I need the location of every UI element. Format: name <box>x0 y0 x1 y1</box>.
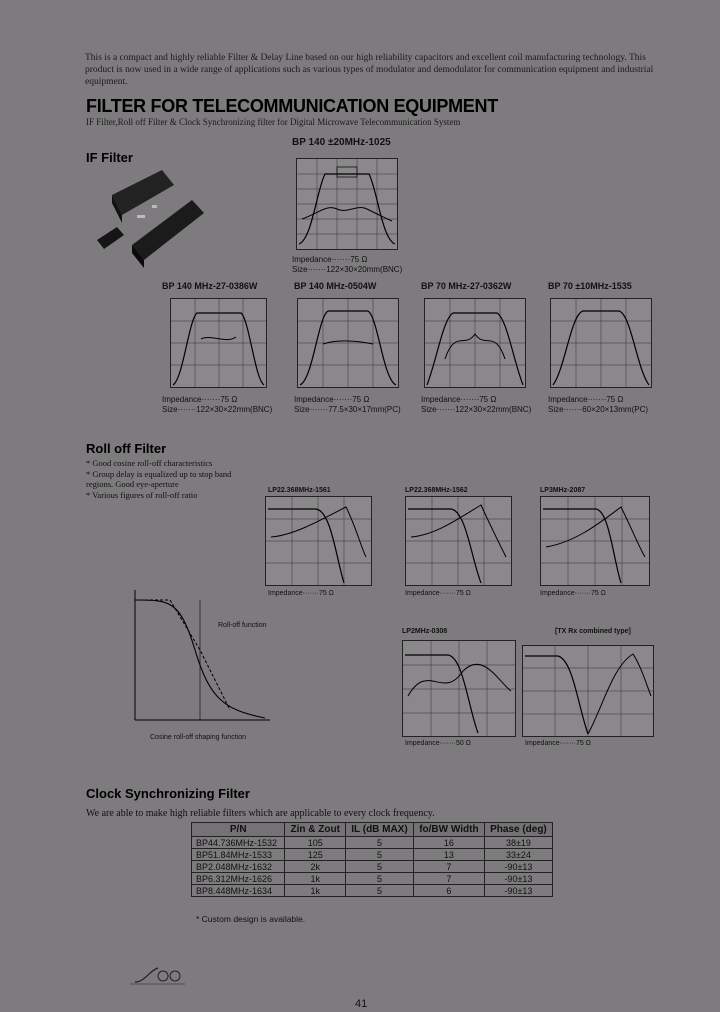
table-row <box>192 873 553 885</box>
table-cell: BP44.736MHz-1532 <box>192 837 285 849</box>
table-cell: 105 <box>285 837 346 849</box>
col-header: Zin & Zout <box>285 823 346 837</box>
if-filter-title: IF Filter <box>86 150 133 165</box>
main-graph-title: BP 140 ±20MHz-1025 <box>292 137 391 148</box>
table-cell: 1k <box>285 885 346 897</box>
main-graph-impedance: Impedance·······75 Ω <box>292 255 368 264</box>
table-cell: 5 <box>346 861 414 873</box>
roll-off-graph-2-title: LP22.368MHz-1562 <box>405 487 468 494</box>
if-filter-photo <box>92 165 212 280</box>
if-graph-2 <box>297 298 399 388</box>
roll-off-graph-2-impedance: Impedance·······75 Ω <box>405 590 471 597</box>
table-row <box>192 861 553 873</box>
bullet-item: * Various figures of roll-off ratio <box>86 489 198 500</box>
table-cell: 5 <box>346 873 414 885</box>
roll-off-graph-4 <box>402 640 516 737</box>
table-cell: 5 <box>346 837 414 849</box>
if-graph-1 <box>170 298 267 388</box>
roll-off-graph-5-title: [TX Rx combined type] <box>555 628 631 635</box>
roll-off-bullets <box>86 458 231 500</box>
if-graph-2-size: Size·······77.5×30×17mm(PC) <box>294 405 401 414</box>
table-cell: -90±13 <box>484 873 552 885</box>
main-graph-size: Size·······122×30×20mm(BNC) <box>292 265 403 274</box>
table-cell: 5 <box>346 885 414 897</box>
main-graph <box>296 158 398 250</box>
table-cell: 2k <box>285 861 346 873</box>
roll-off-graph-3 <box>540 496 650 586</box>
table-row <box>192 849 553 861</box>
if-graph-1-title: BP 140 MHz-27-0386W <box>162 281 258 291</box>
clock-filter-table <box>191 822 553 897</box>
table-cell: 5 <box>346 849 414 861</box>
if-graph-3-impedance: Impedance·······75 Ω <box>421 395 497 404</box>
if-graph-3 <box>424 298 526 388</box>
page-number: 41 <box>355 998 368 1010</box>
if-graph-4-impedance: Impedance·······75 Ω <box>548 395 624 404</box>
if-graph-1-size: Size·······122×30×22mm(BNC) <box>162 405 273 414</box>
if-graph-1-impedance: Impedance·······75 Ω <box>162 395 238 404</box>
clock-filter-desc: We are able to make high reliable filters which are applicable to every clock frequency. <box>86 808 435 819</box>
table-cell: 13 <box>413 849 484 861</box>
table-cell: 6 <box>413 885 484 897</box>
if-graph-3-title: BP 70 MHz-27-0362W <box>421 281 512 291</box>
roll-off-graph-5-impedance: Impedance·······75 Ω <box>525 740 591 747</box>
if-graph-2-impedance: Impedance·······75 Ω <box>294 395 370 404</box>
bullet-item: regions. Good eye-aperture <box>86 479 179 489</box>
if-graph-4-size: Size·······60×20×13mm(PC) <box>548 405 649 414</box>
if-graph-4-title: BP 70 ±10MHz-1535 <box>548 281 632 291</box>
table-row <box>192 885 553 897</box>
roll-off-graph-3-title: LP3MHz-2087 <box>540 487 586 494</box>
bullet-item: * Good cosine roll-off characteristics <box>86 458 213 468</box>
table-cell: -90±13 <box>484 861 552 873</box>
roll-off-graph-5 <box>522 645 654 737</box>
roll-off-diagram-label: Roll-off function <box>218 622 267 629</box>
table-cell: 125 <box>285 849 346 861</box>
table-cell: 7 <box>413 861 484 873</box>
roll-off-diagram-caption: Cosine roll-off shaping function <box>150 734 246 741</box>
page-subtitle: IF Filter,Roll off Filter & Clock Synchronizing filter for Digital Microwave Telecommunication System <box>86 117 461 127</box>
intro-text: This is a compact and highly reliable Filter & Delay Line based on our high reliability capacitors and excellent coil manufacturing technology. This product is now used in a wide range of applications such as various types of modulator and demodulator for communication equipment and industrial equipment. <box>85 53 654 87</box>
col-header: IL (dB MAX) <box>346 823 414 837</box>
table-cell: -90±13 <box>484 885 552 897</box>
roll-off-graph-1-title: LP22.368MHz-1561 <box>268 487 331 494</box>
roll-off-graph-3-impedance: Impedance·······75 Ω <box>540 590 606 597</box>
table-header-row <box>192 823 553 837</box>
clock-filter-title: Clock Synchronizing Filter <box>86 786 250 801</box>
table-cell: BP51.84MHz-1533 <box>192 849 285 861</box>
col-header: P/N <box>192 823 285 837</box>
table-cell: BP6.312MHz-1626 <box>192 873 285 885</box>
table-cell: 38±19 <box>484 837 552 849</box>
custom-design-note: * Custom design is available. <box>196 914 306 924</box>
if-graph-3-size: Size·······122×30×22mm(BNC) <box>421 405 532 414</box>
col-header: Phase (deg) <box>484 823 552 837</box>
if-graph-4 <box>550 298 652 388</box>
roll-off-diagram <box>125 580 275 730</box>
table-row <box>192 837 553 849</box>
roll-off-graph-4-title: LP2MHz-0308 <box>402 628 448 635</box>
company-logo <box>130 960 190 990</box>
col-header: fo/BW Width <box>413 823 484 837</box>
table-cell: BP8.448MHz-1634 <box>192 885 285 897</box>
table-cell: 1k <box>285 873 346 885</box>
roll-off-graph-1 <box>265 496 372 586</box>
roll-off-graph-4-impedance: Impedance·······50 Ω <box>405 740 471 747</box>
roll-off-graph-2 <box>405 496 512 586</box>
bullet-item: * Group delay is equalized up to stop band <box>86 468 232 479</box>
table-cell: BP2.048MHz-1632 <box>192 861 285 873</box>
page-title: FILTER FOR TELECOMMUNICATION EQUIPMENT <box>86 96 498 116</box>
table-cell: 16 <box>413 837 484 849</box>
roll-off-title: Roll off Filter <box>86 441 167 456</box>
table-cell: 7 <box>413 873 484 885</box>
roll-off-graph-1-impedance: Impedance·······75 Ω <box>268 590 334 597</box>
if-graph-2-title: BP 140 MHz-0504W <box>294 281 377 291</box>
table-cell: 33±24 <box>484 849 552 861</box>
